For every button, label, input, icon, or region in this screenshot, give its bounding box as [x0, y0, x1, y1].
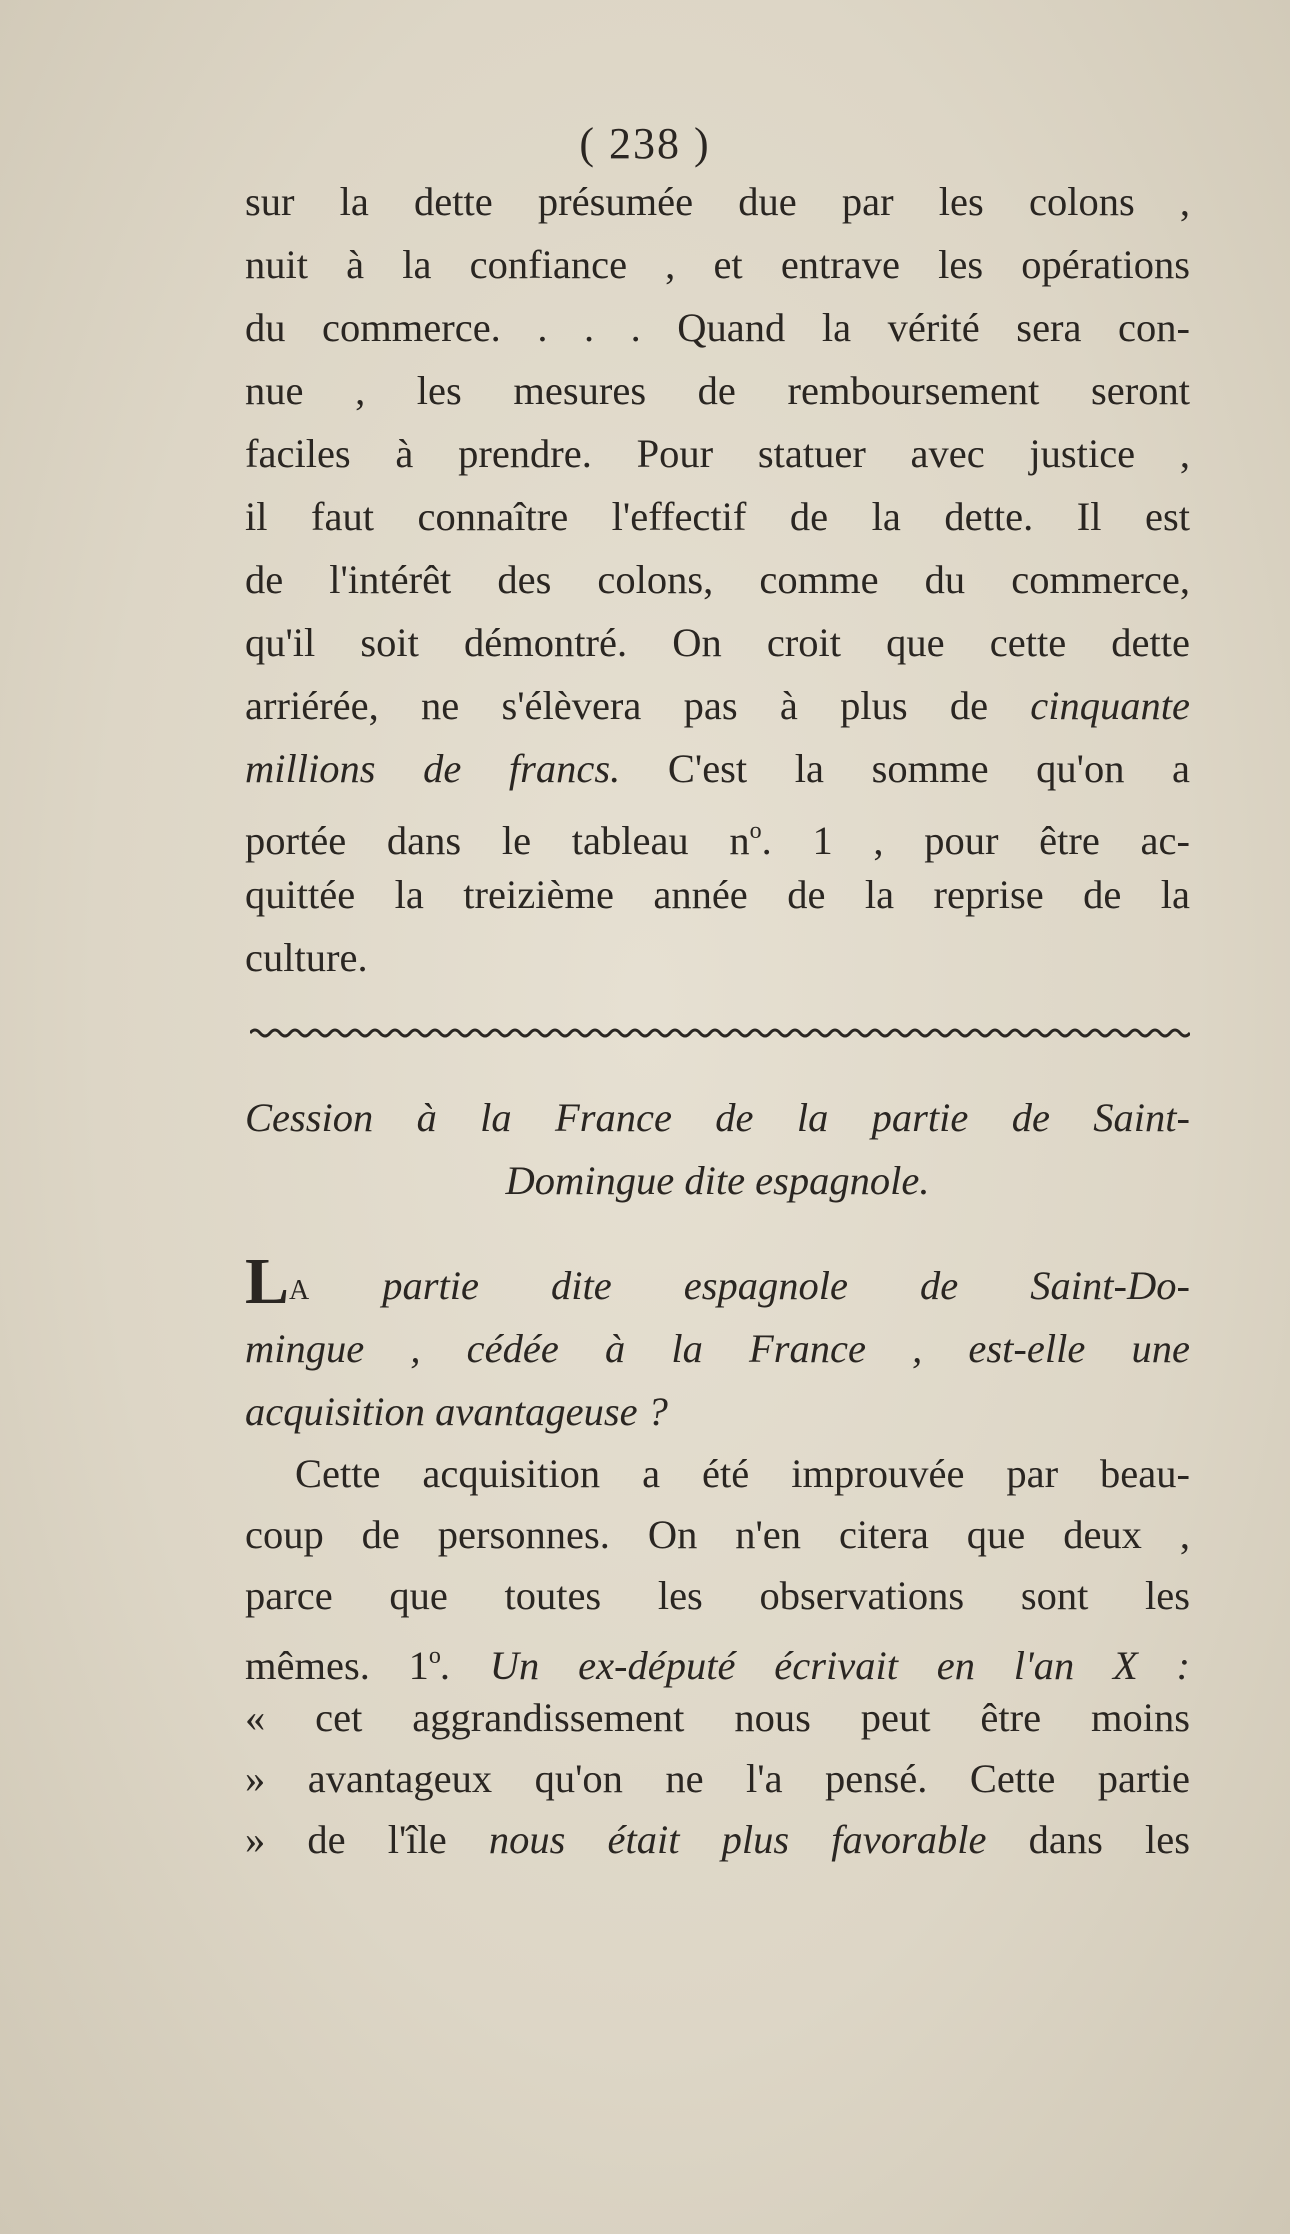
text-line: » avantageux qu'on ne l'a pensé. Cette partie	[245, 1756, 1190, 1801]
text-line: culture.	[245, 935, 368, 980]
italic-text: millions de francs.	[245, 746, 621, 791]
text-line: nue , les mesures de remboursement seront	[245, 368, 1190, 413]
text-segment: C'est la somme qu'on a	[620, 746, 1191, 791]
text-line: mingue , cédée à la France , est-elle une	[245, 1326, 1190, 1371]
superscript: o	[749, 818, 762, 844]
text-line	[245, 674, 1190, 737]
text-line: sur la dette présumée due par les colons ,	[245, 179, 1190, 224]
section-heading-continued: Domingue dite espagnole.	[505, 1158, 930, 1203]
ornamental-divider	[250, 1026, 1190, 1040]
italic-text: . Un ex-député écrivait en l'an X :	[440, 1643, 1191, 1688]
text-line: qu'il soit démontré. On croit que cette dette	[245, 620, 1190, 665]
page-number: ( 238 )	[579, 119, 711, 168]
text-segment: . 1 , pour être ac-	[761, 818, 1190, 863]
section-heading	[245, 1086, 1190, 1149]
text-line: coup de personnes. On n'en citera que deux ,	[245, 1512, 1190, 1557]
text-segment: dans les	[986, 1817, 1190, 1862]
drop-cap: L	[245, 1245, 290, 1318]
text-segment: portée dans le tableau n	[245, 818, 750, 863]
text-segment: » de l'île	[245, 1817, 489, 1862]
text-line	[245, 1245, 1190, 1318]
text-segment: arriérée, ne s'élèvera pas à plus de	[245, 683, 989, 728]
text-line: quittée la treizième année de la reprise de la	[245, 872, 1190, 917]
text-line: de l'intérêt des colons, comme du commerce,	[245, 557, 1190, 602]
text-line	[245, 737, 1190, 800]
italic-text: nous était plus favorable	[488, 1817, 987, 1862]
text-segment: mêmes. 1	[245, 1643, 429, 1688]
small-caps: A	[289, 1275, 311, 1306]
question-paragraph	[245, 1245, 1190, 1443]
italic-text: cinquante	[1030, 683, 1191, 728]
text-line: il faut connaître l'effectif de la dette. Il est	[245, 494, 1190, 539]
text-line: acquisition avantageuse ?	[245, 1389, 668, 1434]
heading-line: Cession à la France de la partie de Saint-	[245, 1095, 1190, 1140]
paragraph-continued	[245, 170, 1190, 989]
text-line: faciles à prendre. Pour statuer avec justice ,	[245, 431, 1190, 476]
text-line: du commerce. . . . Quand la vérité sera con-	[245, 305, 1190, 350]
superscript: o	[428, 1643, 441, 1669]
body-paragraph	[245, 1443, 1190, 1870]
text-line	[245, 1626, 1190, 1687]
text-line: nuit à la confiance , et entrave les opérations	[245, 242, 1190, 287]
italic-text: partie dite espagnole de Saint-Do-	[310, 1263, 1190, 1308]
text-line: « cet aggrandissement nous peut être moins	[245, 1695, 1190, 1740]
text-line	[245, 800, 1190, 863]
text-line	[245, 1809, 1190, 1870]
text-line: parce que toutes les observations sont les	[245, 1573, 1190, 1618]
text-line: Cette acquisition a été improuvée par beau-	[295, 1451, 1190, 1496]
